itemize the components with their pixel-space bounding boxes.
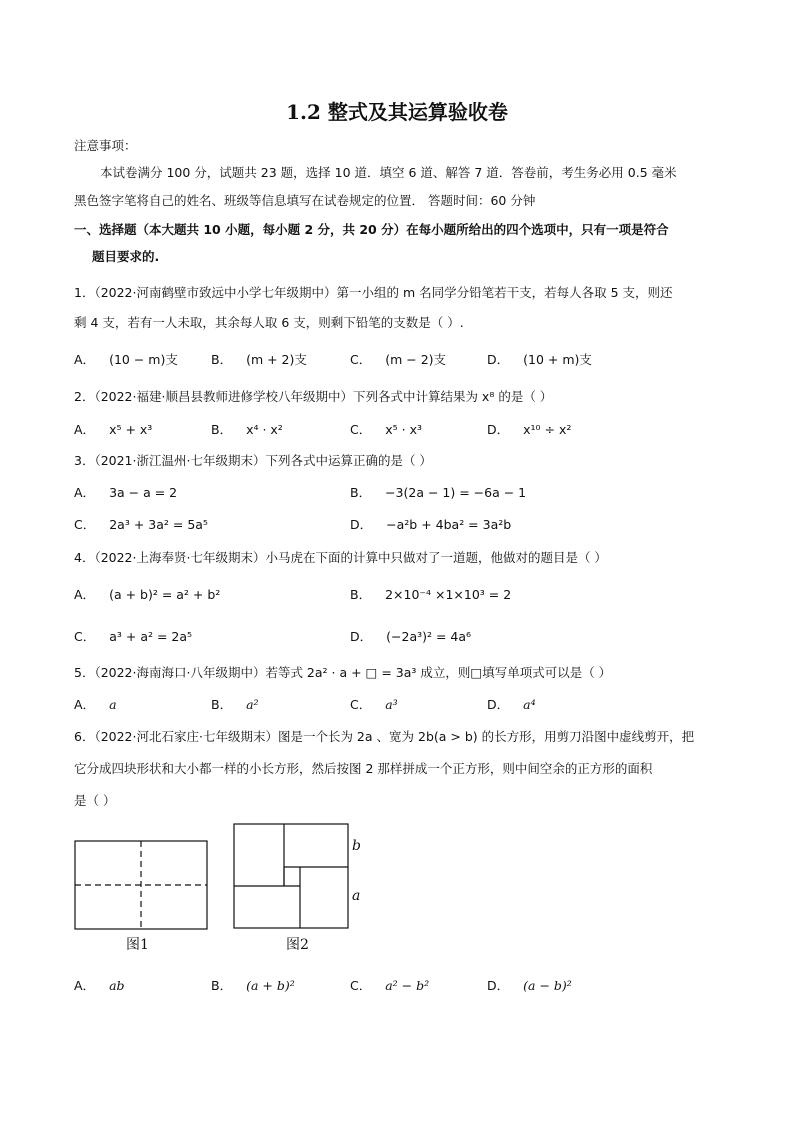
q5-option-d[interactable]: D． a⁴ [487,697,536,712]
q2-option-b[interactable]: B． x⁴ · x² [211,422,283,437]
q3-option-c[interactable]: C． 2a³ + 3a² = 5a⁵ [74,517,208,532]
q1-option-c[interactable]: C． (m − 2)支 [350,352,447,367]
q2-option-d[interactable]: D． x¹⁰ ÷ x² [487,422,572,437]
q6-option-c[interactable]: C． a² − b² [350,978,430,993]
notice-line-2: 黑色签字笔将自己的姓名、班级等信息填写在试卷规定的位置． 答题时间：60 分钟 [74,193,536,208]
q2-option-c[interactable]: C． x⁵ · x³ [350,422,422,437]
figure-1-caption: 图1 [126,937,149,953]
q1-option-d[interactable]: D． (10 + m)支 [487,352,592,367]
question-1-line-1: 1．（2022·河南鹤壁市致远中小学七年级期中）第一小组的 m 名同学分铅笔若干支，若每人各取 5 支，则还 [74,285,673,300]
page-title: 1.2 整式及其运算验收卷 [286,100,508,124]
question-6-line-3: 是（ ） [74,793,116,808]
question-1-line-2: 剩 4 支，若有一人未取，其余每人取 6 支，则剩下铅笔的支数是（ ）. [74,315,464,330]
q4-option-a[interactable]: A． (a + b)² = a² + b² [74,587,221,602]
q5-option-a[interactable]: A． a [74,697,117,712]
question-6-line-1: 6．（2022·河北石家庄·七年级期末）图是一个长为 2a 、宽为 2b(a > b) 的长方形，用剪刀沿图中虚线剪开，把 [74,729,695,744]
notice-heading: 注意事项： [74,138,137,153]
q4-option-c[interactable]: C． a³ + a² = 2a⁵ [74,629,193,644]
q5-option-c[interactable]: C． a³ [350,697,398,712]
q1-option-b[interactable]: B． (m + 2)支 [211,352,307,367]
q5-option-b[interactable]: B． a² [211,697,259,712]
q2-option-a[interactable]: A． x⁵ + x³ [74,422,153,437]
question-3-line-1: 3．（2021·浙江温州·七年级期末）下列各式中运算正确的是（ ） [74,453,432,468]
question-2-line-1: 2．（2022·福建·顺昌县教师进修学校八年级期中）下列各式中计算结果为 x⁸ 的是（ ） [74,389,553,404]
figure-2-label-a: a [352,888,361,904]
q1-option-a[interactable]: A． (10 − m)支 [74,352,178,367]
q4-option-d[interactable]: D． (−2a³)² = 4a⁶ [350,629,472,644]
section-heading-cont: 题目要求的. [92,249,160,264]
figure-2-caption: 图2 [286,937,309,953]
question-6-line-2: 它分成四块形状和大小都一样的小长方形，然后按图 2 那样拼成一个正方形，则中间空余的正方形的面积 [74,761,653,776]
figure-2-label-b: b [352,838,361,854]
question-5-line-1: 5．（2022·海南海口·八年级期中）若等式 2a² · a + □ = 3a³ 成立，则□填写单项式可以是（ ） [74,665,612,680]
q3-option-b[interactable]: B． −3(2a − 1) = −6a − 1 [350,485,527,500]
figure-2-square [233,823,351,931]
figure-1-rectangle [74,840,210,932]
section-heading: 一、选择题（本大题共 10 小题，每小题 2 分，共 20 分）在每小题所给出的四个选项中，只有一项是符合 [74,222,669,237]
q6-option-a[interactable]: A． ab [74,978,125,993]
q3-option-d[interactable]: D． −a²b + 4ba² = 3a²b [350,517,512,532]
question-4-line-1: 4．（2022·上海奉贤·七年级期末）小马虎在下面的计算中只做对了一道题，他做对的题目是（ ） [74,550,607,565]
q6-option-b[interactable]: B． (a + b)² [211,978,295,993]
q3-option-a[interactable]: A． 3a − a = 2 [74,485,178,500]
q6-option-d[interactable]: D． (a − b)² [487,978,572,993]
notice-line-1: 本试卷满分 100 分，试题共 23 题，选择 10 道．填空 6 道、解答 7 道．答卷前，考生务必用 0.5 毫米 [100,165,677,180]
q4-option-b[interactable]: B． 2×10⁻⁴ ×1×10³ = 2 [350,587,512,602]
